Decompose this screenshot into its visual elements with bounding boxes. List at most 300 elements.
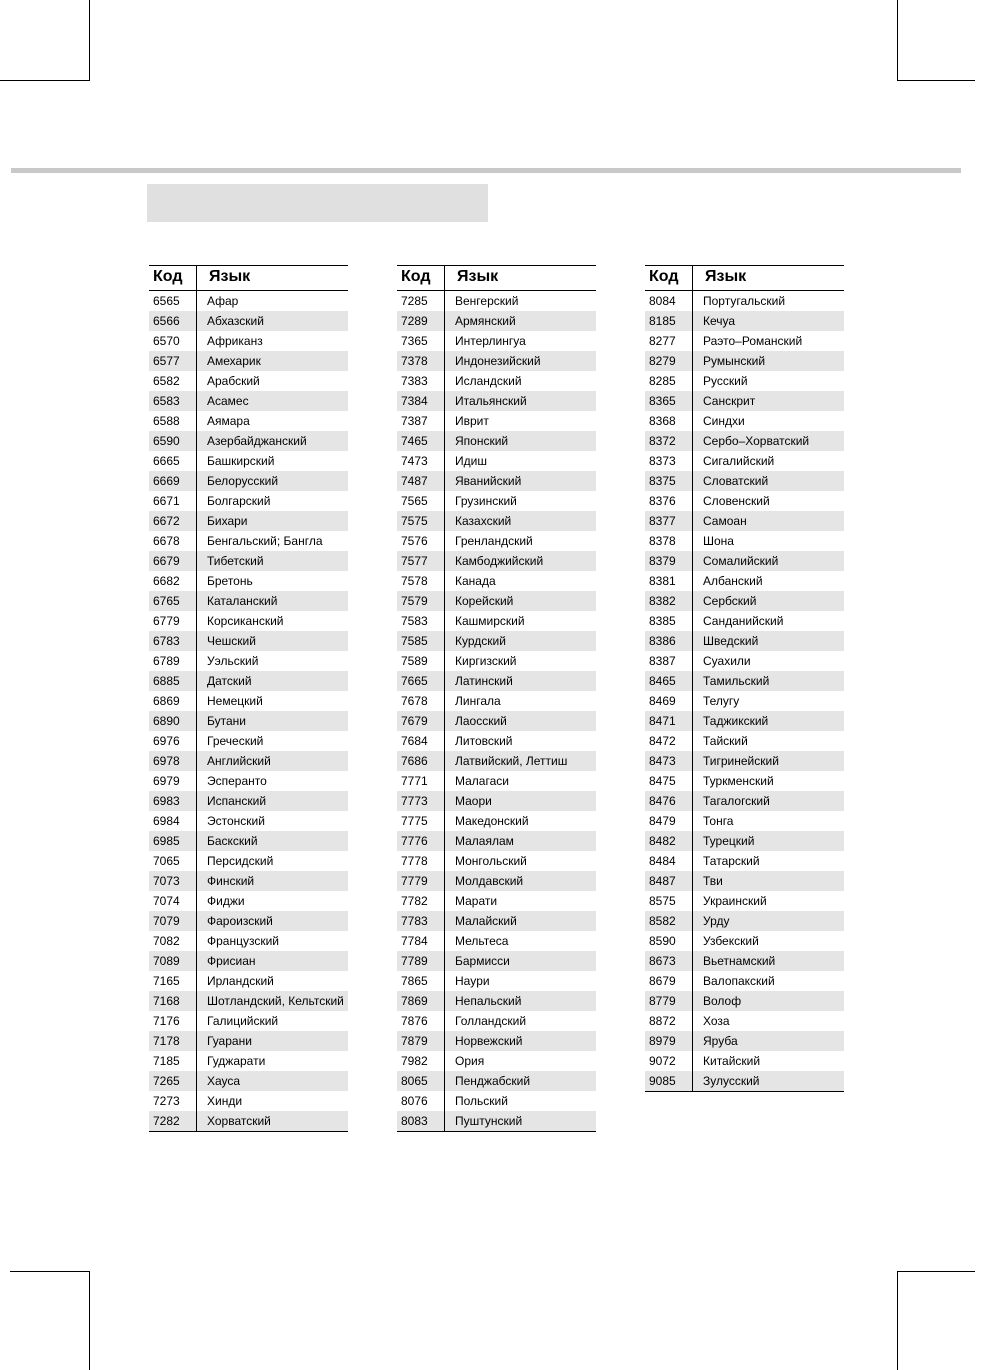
language-code: 8385 <box>649 614 676 628</box>
table-row <box>397 291 596 311</box>
language-name: Татарский <box>703 854 760 868</box>
language-name: Кечуа <box>703 314 736 328</box>
language-code: 7876 <box>401 1014 428 1028</box>
table-row <box>645 471 844 491</box>
language-code: 7879 <box>401 1034 428 1048</box>
table-row <box>645 731 844 751</box>
language-name: Испанский <box>207 794 267 808</box>
language-name: Иврит <box>455 414 489 428</box>
column-header-language: Язык <box>457 268 499 285</box>
table-row <box>149 911 348 931</box>
table-row <box>397 731 596 751</box>
language-name: Бутани <box>207 714 246 728</box>
table-row <box>397 831 596 851</box>
language-code: 7775 <box>401 814 428 828</box>
table-row <box>397 791 596 811</box>
language-code: 6885 <box>153 674 180 688</box>
language-code: 7387 <box>401 414 428 428</box>
table-row <box>149 871 348 891</box>
language-code: 7865 <box>401 974 428 988</box>
table-row <box>149 551 348 571</box>
language-code-table-2 <box>397 265 596 1132</box>
table-header <box>645 265 844 291</box>
language-name: Раэто–Романский <box>703 334 803 348</box>
language-code: 7782 <box>401 894 428 908</box>
language-code: 6682 <box>153 574 180 588</box>
language-code: 7776 <box>401 834 428 848</box>
table-row <box>149 1111 348 1131</box>
language-name: Телугу <box>703 694 740 708</box>
language-name: Французский <box>207 934 279 948</box>
language-code: 7577 <box>401 554 428 568</box>
language-code: 8582 <box>649 914 676 928</box>
language-name: Абхазский <box>207 314 264 328</box>
language-name: Хауса <box>207 1074 241 1088</box>
language-name: Болгарский <box>207 494 271 508</box>
language-name: Мельтеса <box>455 934 509 948</box>
table-row <box>645 891 844 911</box>
language-name: Азербайджанский <box>207 434 307 448</box>
table-row <box>149 591 348 611</box>
language-code: 6665 <box>153 454 180 468</box>
language-code: 7789 <box>401 954 428 968</box>
language-code: 7982 <box>401 1054 428 1068</box>
language-name: Африканз <box>207 334 263 348</box>
language-code: 7082 <box>153 934 180 948</box>
table-row <box>397 691 596 711</box>
language-name: Казахский <box>455 514 512 528</box>
table-row <box>397 711 596 731</box>
language-name: Индонезийский <box>455 354 541 368</box>
language-code: 6583 <box>153 394 180 408</box>
table-row <box>645 831 844 851</box>
language-name: Фрисиан <box>207 954 256 968</box>
language-name: Румынский <box>703 354 766 368</box>
language-name: Пуштунский <box>455 1114 523 1128</box>
table-row <box>397 811 596 831</box>
language-code: 8083 <box>401 1114 428 1128</box>
language-code: 7578 <box>401 574 428 588</box>
language-code: 7684 <box>401 734 428 748</box>
language-name: Корсиканский <box>207 614 284 628</box>
table-row <box>149 771 348 791</box>
language-name: Словенский <box>703 494 770 508</box>
table-row <box>397 371 596 391</box>
crop-mark <box>897 1271 898 1370</box>
language-code: 7185 <box>153 1054 180 1068</box>
language-name: Фароизский <box>207 914 273 928</box>
language-code: 7583 <box>401 614 428 628</box>
crop-mark <box>10 1271 90 1272</box>
table-row <box>645 951 844 971</box>
language-code: 8476 <box>649 794 676 808</box>
table-row <box>397 911 596 931</box>
table-row <box>645 591 844 611</box>
language-code: 8084 <box>649 294 676 308</box>
language-code: 6565 <box>153 294 180 308</box>
language-name: Баскский <box>207 834 258 848</box>
language-name: Белорусский <box>207 474 279 488</box>
language-code: 7869 <box>401 994 428 1008</box>
language-name: Фиджи <box>207 894 245 908</box>
table-row <box>149 351 348 371</box>
crop-mark <box>89 0 90 81</box>
table-row <box>645 911 844 931</box>
language-code: 7773 <box>401 794 428 808</box>
language-code: 7165 <box>153 974 180 988</box>
language-name: Сигалийский <box>703 454 775 468</box>
language-name: Исландский <box>455 374 522 388</box>
language-code: 8381 <box>649 574 676 588</box>
language-code: 6577 <box>153 354 180 368</box>
language-code: 6671 <box>153 494 180 508</box>
table-row <box>149 531 348 551</box>
language-code: 8379 <box>649 554 676 568</box>
language-name: Кашмирский <box>455 614 525 628</box>
language-code: 6679 <box>153 554 180 568</box>
table-row <box>645 571 844 591</box>
table-row <box>645 651 844 671</box>
table-row <box>397 1071 596 1091</box>
language-name: Туркменский <box>703 774 774 788</box>
language-name: Бихари <box>207 514 248 528</box>
table-row <box>397 931 596 951</box>
column-header-code: Код <box>153 268 183 285</box>
table-row <box>645 1071 844 1091</box>
table-row <box>149 711 348 731</box>
table-row <box>397 1091 596 1111</box>
language-name: Русский <box>703 374 748 388</box>
table-row <box>149 851 348 871</box>
table-row <box>645 1011 844 1031</box>
table-row <box>645 451 844 471</box>
table-row <box>149 311 348 331</box>
language-code: 6672 <box>153 514 180 528</box>
language-name: Тайский <box>703 734 748 748</box>
language-code: 7473 <box>401 454 428 468</box>
language-name: Амехарик <box>207 354 261 368</box>
language-code: 7289 <box>401 314 428 328</box>
language-code: 8673 <box>649 954 676 968</box>
language-name: Македонский <box>455 814 529 828</box>
language-name: Интерлингуа <box>455 334 526 348</box>
table-row <box>149 371 348 391</box>
language-code: 7779 <box>401 874 428 888</box>
language-name: Пенджабский <box>455 1074 531 1088</box>
language-name: Польский <box>455 1094 508 1108</box>
language-name: Лаосский <box>455 714 507 728</box>
language-name: Непальский <box>455 994 522 1008</box>
language-name: Немецкий <box>207 694 263 708</box>
language-name: Норвежский <box>455 1034 523 1048</box>
language-code: 7784 <box>401 934 428 948</box>
table-row <box>149 511 348 531</box>
language-name: Китайский <box>703 1054 761 1068</box>
table-row <box>149 491 348 511</box>
language-code: 6566 <box>153 314 180 328</box>
language-name: Шведский <box>703 634 759 648</box>
language-code: 8386 <box>649 634 676 648</box>
language-code: 8872 <box>649 1014 676 1028</box>
table-row <box>149 731 348 751</box>
language-code: 8487 <box>649 874 676 888</box>
language-name: Тамильский <box>703 674 770 688</box>
language-name: Тви <box>703 874 723 888</box>
language-code: 8277 <box>649 334 676 348</box>
language-name: Португальский <box>703 294 786 308</box>
language-code: 7679 <box>401 714 428 728</box>
table-row <box>149 611 348 631</box>
language-name: Узбекский <box>703 934 759 948</box>
language-name: Бретонь <box>207 574 253 588</box>
language-name: Арабский <box>207 374 260 388</box>
language-code: 8469 <box>649 694 676 708</box>
table-row <box>397 631 596 651</box>
table-row <box>645 851 844 871</box>
table-row <box>397 451 596 471</box>
language-code: 6590 <box>153 434 180 448</box>
language-code: 7089 <box>153 954 180 968</box>
language-name: Вьетнамский <box>703 954 776 968</box>
language-code: 7665 <box>401 674 428 688</box>
table-row <box>645 971 844 991</box>
crop-mark <box>897 80 975 81</box>
language-code-table-1 <box>149 265 348 1132</box>
language-name: Уэльский <box>207 654 259 668</box>
table-row <box>149 411 348 431</box>
language-name: Эсперанто <box>207 774 267 788</box>
language-name: Хинди <box>207 1094 243 1108</box>
language-code: 7585 <box>401 634 428 648</box>
language-name: Галицийский <box>207 1014 279 1028</box>
language-name: Корейский <box>455 594 514 608</box>
table-row <box>645 431 844 451</box>
table-row <box>149 651 348 671</box>
table-row <box>397 1031 596 1051</box>
language-code: 7378 <box>401 354 428 368</box>
table-row <box>397 571 596 591</box>
table-row <box>397 431 596 451</box>
title-placeholder-box <box>147 184 488 222</box>
language-name: Гуарани <box>207 1034 252 1048</box>
language-code: 8076 <box>401 1094 428 1108</box>
table-row <box>397 511 596 531</box>
language-name: Афар <box>207 294 239 308</box>
table-row <box>645 391 844 411</box>
language-code: 6984 <box>153 814 180 828</box>
language-name: Словатский <box>703 474 769 488</box>
table-row <box>645 351 844 371</box>
table-row <box>397 671 596 691</box>
table-row <box>149 1011 348 1031</box>
language-code: 8471 <box>649 714 676 728</box>
language-name: Синдхи <box>703 414 745 428</box>
language-code: 6779 <box>153 614 180 628</box>
language-code: 6869 <box>153 694 180 708</box>
language-name: Башкирский <box>207 454 275 468</box>
table-row <box>149 891 348 911</box>
language-name: Венгерский <box>455 294 519 308</box>
language-code: 9085 <box>649 1074 676 1088</box>
language-name: Науpи <box>455 974 490 988</box>
table-row <box>397 491 596 511</box>
language-name: Монгольский <box>455 854 527 868</box>
language-code: 8679 <box>649 974 676 988</box>
language-code: 7576 <box>401 534 428 548</box>
language-code: 7285 <box>401 294 428 308</box>
language-name: Малайский <box>455 914 517 928</box>
table-row <box>397 311 596 331</box>
language-name: Голландский <box>455 1014 527 1028</box>
language-name: Малаялам <box>455 834 514 848</box>
language-code: 8279 <box>649 354 676 368</box>
language-code: 7273 <box>153 1094 180 1108</box>
language-name: Каталанский <box>207 594 278 608</box>
table-row <box>645 691 844 711</box>
language-code: 8590 <box>649 934 676 948</box>
language-name: Валопакский <box>703 974 775 988</box>
language-code: 8472 <box>649 734 676 748</box>
table-row <box>149 1031 348 1051</box>
crop-mark <box>0 80 90 81</box>
language-name: Латвийский, Леттиш <box>455 754 568 768</box>
language-name: Тигринейский <box>703 754 779 768</box>
table-row <box>397 611 596 631</box>
language-code: 7678 <box>401 694 428 708</box>
language-code: 7783 <box>401 914 428 928</box>
table-row <box>397 551 596 571</box>
language-code: 7565 <box>401 494 428 508</box>
language-code: 6978 <box>153 754 180 768</box>
table-row <box>397 1011 596 1031</box>
table-row <box>149 1051 348 1071</box>
language-code: 7579 <box>401 594 428 608</box>
table-row <box>645 751 844 771</box>
table-row <box>645 871 844 891</box>
table-row <box>149 991 348 1011</box>
language-code: 8484 <box>649 854 676 868</box>
language-code: 6588 <box>153 414 180 428</box>
language-name: Зулусский <box>703 1074 760 1088</box>
language-name: Малагаси <box>455 774 509 788</box>
language-code: 8979 <box>649 1034 676 1048</box>
table-row <box>645 811 844 831</box>
language-name: Киргизский <box>455 654 517 668</box>
language-code: 7074 <box>153 894 180 908</box>
table-row <box>645 931 844 951</box>
table-row <box>645 791 844 811</box>
language-name: Яруба <box>703 1034 738 1048</box>
language-name: Хорватский <box>207 1114 271 1128</box>
language-code: 8377 <box>649 514 676 528</box>
language-name: Молдавский <box>455 874 524 888</box>
header-rule <box>11 168 961 173</box>
language-name: Канада <box>455 574 496 588</box>
table-row <box>397 591 596 611</box>
table-row <box>149 931 348 951</box>
language-name: Японский <box>455 434 509 448</box>
language-code: 8465 <box>649 674 676 688</box>
language-name: Турецкий <box>703 834 755 848</box>
table-row <box>645 511 844 531</box>
language-code: 6678 <box>153 534 180 548</box>
language-name: Самоан <box>703 514 747 528</box>
language-code: 8473 <box>649 754 676 768</box>
table-row <box>645 551 844 571</box>
language-name: Финский <box>207 874 255 888</box>
language-name: Тагалогский <box>703 794 770 808</box>
crop-mark <box>89 1271 90 1370</box>
language-code: 9072 <box>649 1054 676 1068</box>
table-row <box>149 471 348 491</box>
table-row <box>645 1031 844 1051</box>
language-name: Волоф <box>703 994 742 1008</box>
table-row <box>397 951 596 971</box>
language-code: 7686 <box>401 754 428 768</box>
language-code: 8479 <box>649 814 676 828</box>
language-code: 8382 <box>649 594 676 608</box>
table-row <box>397 351 596 371</box>
language-code: 8378 <box>649 534 676 548</box>
crop-mark <box>897 0 898 81</box>
language-code: 7487 <box>401 474 428 488</box>
table-body <box>149 291 348 1131</box>
language-name: Тибетский <box>207 554 264 568</box>
language-name: Датский <box>207 674 252 688</box>
table-row <box>397 331 596 351</box>
table-row <box>149 291 348 311</box>
language-name: Сербский <box>703 594 757 608</box>
language-code: 6976 <box>153 734 180 748</box>
table-body <box>645 291 844 1091</box>
language-name: Бармисси <box>455 954 510 968</box>
language-name: Лингала <box>455 694 501 708</box>
table-row <box>645 531 844 551</box>
table-body <box>397 291 596 1131</box>
table-row <box>149 951 348 971</box>
language-name: Сомалийский <box>703 554 779 568</box>
table-row <box>645 491 844 511</box>
language-code: 8285 <box>649 374 676 388</box>
language-name: Аямара <box>207 414 250 428</box>
language-code: 8368 <box>649 414 676 428</box>
language-name: Сербо–Хорватский <box>703 434 810 448</box>
table-row <box>397 991 596 1011</box>
table-header <box>149 265 348 291</box>
language-name: Гуджарати <box>207 1054 266 1068</box>
language-code: 8372 <box>649 434 676 448</box>
language-code: 7178 <box>153 1034 180 1048</box>
language-name: Чешский <box>207 634 256 648</box>
table-row <box>149 751 348 771</box>
table-row <box>149 811 348 831</box>
language-name: Украинский <box>703 894 767 908</box>
language-name: Суахили <box>703 654 751 668</box>
table-header <box>397 265 596 291</box>
language-name: Латинский <box>455 674 513 688</box>
table-row <box>645 311 844 331</box>
table-row <box>149 791 348 811</box>
table-row <box>645 291 844 311</box>
table-row <box>149 971 348 991</box>
language-name: Шона <box>703 534 734 548</box>
language-name: Албанский <box>703 574 763 588</box>
language-code: 8779 <box>649 994 676 1008</box>
table-row <box>397 471 596 491</box>
crop-mark <box>897 1271 975 1272</box>
language-name: Идиш <box>455 454 487 468</box>
column-header-code: Код <box>649 268 679 285</box>
